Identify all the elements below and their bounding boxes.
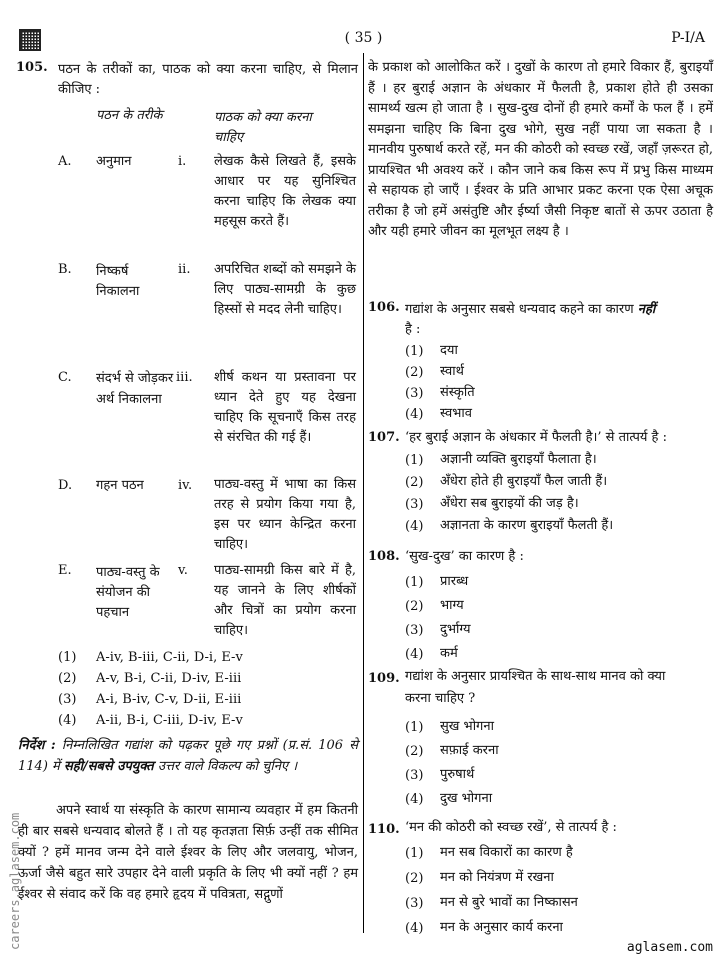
row-roman: i. bbox=[178, 154, 187, 169]
question-stem: ‘मन की कोठरी को स्वच्छ रखें’, से तात्पर्य है : bbox=[405, 820, 617, 835]
option-text: पुरुषार्थ bbox=[440, 767, 475, 782]
passage-left: अपने स्वार्थ या संस्कृति के कारण सामान्य व्यवहार में हम कितनी ही बार सबसे धन्यवाद बोलते हैं । तो यह कृतज्ञता सिर्फ़ उन्हीं तक सीमित क्यों ? हमें मानव जन्म देने वाले ईश्वर के लिए और जलवायु, भोजन, ऊर्जा जैसे बहुत सारे उपहार देने वाली प्रकृति के लिए भी क्यों नहीं ? हम ईश्वर से संवाद करें कि वह हमारे हृदय में पवित्रता, सद्गुणों bbox=[18, 803, 358, 902]
question-stem-line1: गद्यांश के अनुसार प्रायश्चित के साथ-साथ मानव को क्या bbox=[405, 669, 666, 684]
row-method: निष्कर्ष निकालना bbox=[96, 264, 140, 299]
stem-end: है : bbox=[405, 322, 421, 337]
row-letter: B. bbox=[58, 262, 72, 277]
option-number: (4) bbox=[405, 647, 424, 662]
option-text: प्रारब्ध bbox=[440, 574, 469, 589]
option-number: (1) bbox=[58, 650, 77, 665]
option-number: (4) bbox=[58, 713, 77, 728]
stem-emphasis: नहीं bbox=[637, 302, 656, 317]
row-letter: D. bbox=[58, 478, 73, 493]
question-number: 106. bbox=[368, 300, 400, 315]
row-roman: v. bbox=[178, 563, 188, 578]
row-action: पाठ्य-वस्तु में भाषा का किस तरह से प्रयोग किया गया है, इस पर ध्यान केन्द्रित करना चाहिए। bbox=[214, 477, 356, 552]
row-letter: E. bbox=[58, 563, 72, 578]
question-number: 108. bbox=[368, 549, 400, 564]
option-number: (3) bbox=[405, 386, 424, 401]
directions bbox=[18, 735, 358, 777]
column-heading-actions: पाठक को क्या करना चाहिए bbox=[214, 110, 312, 145]
row-method: संदर्भ से जोड़कर अर्थ निकालना bbox=[96, 371, 174, 407]
option-text: मन को नियंत्रण में रखना bbox=[440, 870, 554, 885]
option-text: अज्ञानता के कारण बुराइयाँ फैलती हैं। bbox=[440, 518, 614, 533]
row-action: लेखक कैसे लिखते हैं, इसके आधार पर यह सुनिश्चित करना चाहिए कि लेखक क्या महसूस करते हैं। bbox=[214, 154, 356, 229]
directions-text-end: उत्तर वाले विकल्प को चुनिए । bbox=[157, 759, 298, 774]
option-number: (1) bbox=[405, 720, 424, 735]
question-stem: पठन के तरीकों का, पाठक को क्या करना चाहिए, से मिलान कीजिए : bbox=[58, 62, 358, 97]
directions-label: निर्देश : bbox=[18, 738, 56, 753]
row-action: शीर्ष कथन या प्रस्तावना पर ध्यान देते हुए यह देखना चाहिए कि सूचनाएँ किस तरह से संरचित की गई हैं। bbox=[214, 370, 356, 445]
option-text: A-ii, B-i, C-iii, D-iv, E-v bbox=[96, 713, 243, 728]
row-method: अनुमान bbox=[96, 154, 132, 169]
option-number: (2) bbox=[405, 599, 424, 614]
question-stem: ‘सुख-दुख’ का कारण है : bbox=[405, 549, 524, 564]
footer-url[interactable]: aglasem.com bbox=[626, 940, 713, 955]
question-number: 110. bbox=[368, 822, 400, 837]
option-text: भाग्य bbox=[440, 598, 464, 613]
option-text: दुर्भाग्य bbox=[440, 622, 471, 637]
option-text: अँधेरा सब बुराइयों की जड़ है। bbox=[440, 496, 579, 511]
option-text: कर्म bbox=[440, 646, 458, 661]
option-number: (3) bbox=[58, 692, 77, 707]
row-method: गहन पठन bbox=[96, 478, 144, 493]
option-number: (1) bbox=[405, 344, 424, 359]
paper-code: P-I/A bbox=[671, 30, 705, 46]
watermark-text: careers.aglasem.com bbox=[8, 812, 22, 950]
option-text: A-v, B-i, C-ii, D-iv, E-iii bbox=[96, 671, 242, 686]
option-number: (3) bbox=[405, 896, 424, 911]
row-action: अपरिचित शब्दों को समझने के लिए पाठ्य-सामग्री के कुछ हिस्सों से मदद लेनी चाहिए। bbox=[214, 262, 356, 317]
row-roman: iv. bbox=[178, 478, 193, 493]
question-number: 105. bbox=[16, 60, 48, 75]
option-text: मन के अनुसार कार्य करना bbox=[440, 920, 563, 935]
option-number: (1) bbox=[405, 846, 424, 861]
question-number: 109. bbox=[368, 671, 400, 686]
column-divider bbox=[363, 53, 364, 933]
passage-right: के प्रकाश को आलोकित करें । दुखों के कारण तो हमारे विकार हैं, बुराइयाँ हैं । हर बुराई अज्ञान के अंधकार में फैलती है, प्रकाश होते ही उसका सामर्थ्य खत्म हो जाता है । सुख-दुख दोनों ही हमारे कर्मों के फल हैं । हमें समझना चाहिए कि बिना दुख भोगे, सुख नहीं पाया जा सकता है । मानवीय पुरुषार्थ करते रहें, मन की कोठरी को स्वच्छ रखें, जहाँ ज़रूरत हो, प्रायश्चित भी अवश्य करें । कौन जाने कब किस रूप में प्रभु किस माध्यम से सहायक हो जाएँ । ईश्वर के प्रति आभार प्रकट करना एक ऐसा अचूक तरीका है जो हमें असंतुष्टि और ईर्ष्या जैसी निकृष्ट बातों से ऊपर उठाता है और यही हमारे जीवन का मूलभूत लक्ष्य है । bbox=[368, 60, 713, 239]
row-action: पाठ्य-सामग्री किस बारे में है, यह जानने के लिए शीर्षकों और चित्रों का प्रयोग करना चाहिए। bbox=[214, 563, 356, 638]
option-number: (4) bbox=[405, 921, 424, 936]
option-text: सफ़ाई करना bbox=[440, 743, 499, 758]
option-number: (4) bbox=[405, 792, 424, 807]
column-heading-methods: पठन के तरीके bbox=[96, 108, 163, 123]
option-text: मन सब विकारों का कारण है bbox=[440, 845, 573, 860]
question-stem bbox=[405, 300, 710, 340]
option-number: (4) bbox=[405, 519, 424, 534]
row-roman: iii. bbox=[176, 370, 193, 385]
directions-bold: सही/सबसे उपयुक्त bbox=[63, 759, 154, 774]
option-number: (2) bbox=[405, 475, 424, 490]
side-watermark bbox=[8, 770, 22, 950]
option-text: A-iv, B-iii, C-ii, D-i, E-v bbox=[96, 650, 243, 665]
row-letter: A. bbox=[58, 154, 72, 169]
option-text: अँधेरा होते ही बुराइयाँ फैल जाती हैं। bbox=[440, 474, 608, 489]
question-number: 107. bbox=[368, 430, 400, 445]
option-text: अज्ञानी व्यक्ति बुराइयाँ फैलाता है। bbox=[440, 452, 597, 467]
page-number: ( 35 ) bbox=[344, 30, 383, 46]
option-number: (2) bbox=[405, 871, 424, 886]
option-number: (2) bbox=[405, 365, 424, 380]
directions-text: निम्नलिखित गद्यांश को पढ़कर पूछे गए प्रश्नों (प्र.सं. 106 से 114) में bbox=[18, 738, 358, 774]
row-method: पाठ्य-वस्तु के संयोजन की पहचान bbox=[96, 565, 160, 620]
option-number: (2) bbox=[58, 671, 77, 686]
option-text: दुख भोगना bbox=[440, 791, 493, 806]
question-stem: ‘हर बुराई अज्ञान के अंधकार में फैलती है।’ से तात्पर्य है : bbox=[405, 430, 667, 445]
option-number: (2) bbox=[405, 744, 424, 759]
option-number: (3) bbox=[405, 497, 424, 512]
option-text: A-i, B-iv, C-v, D-ii, E-iii bbox=[96, 692, 242, 707]
stem-text: गद्यांश के अनुसार सबसे धन्यवाद कहने का कारण bbox=[405, 302, 634, 317]
option-text: संस्कृति bbox=[440, 385, 475, 400]
option-text: दया bbox=[440, 343, 458, 358]
row-letter: C. bbox=[58, 370, 72, 385]
option-number: (4) bbox=[405, 407, 424, 422]
option-number: (1) bbox=[405, 453, 424, 468]
option-number: (3) bbox=[405, 623, 424, 638]
option-number: (1) bbox=[405, 575, 424, 590]
option-text: सुख भोगना bbox=[440, 719, 494, 734]
option-number: (3) bbox=[405, 768, 424, 783]
option-text: स्वभाव bbox=[440, 406, 473, 421]
option-text: स्वार्थ bbox=[440, 364, 464, 379]
question-stem-line2: करना चाहिए ? bbox=[405, 691, 476, 706]
row-roman: ii. bbox=[178, 262, 191, 277]
option-text: मन से बुरे भावों का निष्कासन bbox=[440, 895, 578, 910]
